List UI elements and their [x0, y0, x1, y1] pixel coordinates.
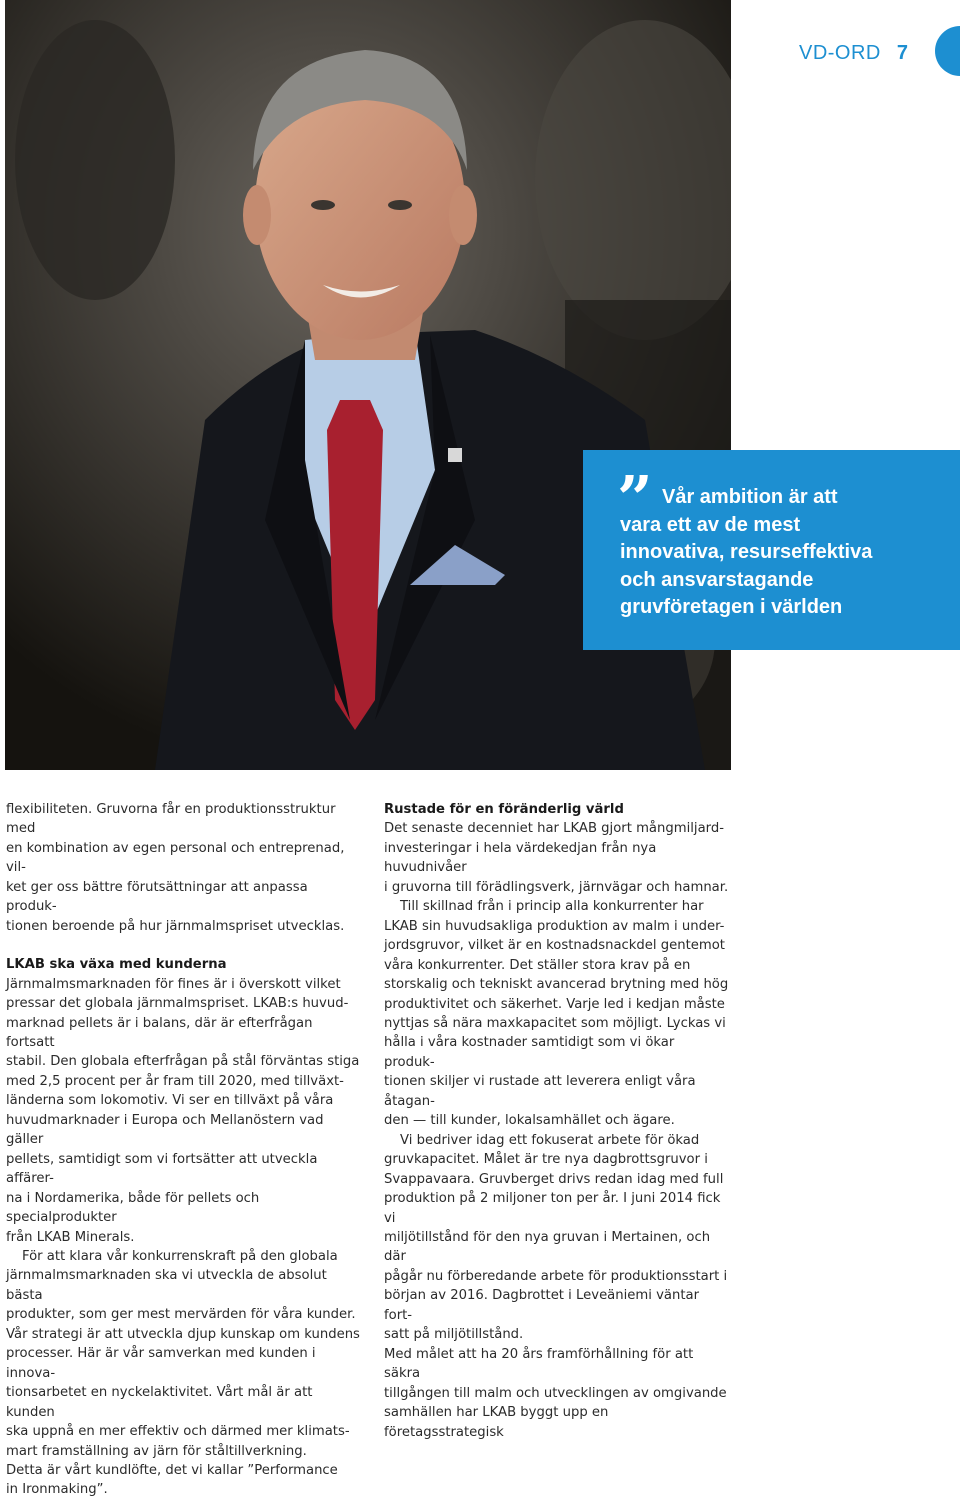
text-line: gruvkapacitet. Målet är tre nya dagbrottsgruvor i [384, 1152, 708, 1168]
section-heading: Rustade för en föränderlig värld [384, 802, 624, 817]
text-line: samhällen har LKAB byggt upp en företagsstrategisk [384, 1405, 609, 1440]
text-line: Järnmalmsmarknaden för fines är i överskott vilket [6, 976, 341, 992]
quote-mark-icon: ” [617, 462, 653, 535]
text-line: tionen beroende på hur järnmalmspriset utvecklas. [6, 918, 345, 934]
quote-line: och ansvarstagande [620, 568, 814, 591]
text-line: investeringar i hela värdekedjan från nya huvudnivåer [384, 840, 657, 876]
body-paragraph [384, 897, 729, 1130]
quote-line: gruvföretagen i världen [620, 596, 843, 619]
quote-line: innovativa, resurseffektiva [620, 541, 873, 564]
section-heading: LKAB ska växa med kunderna [6, 957, 227, 973]
pull-quote [620, 484, 920, 622]
text-line: pågår nu förberedande arbete för produktionsstart i [384, 1268, 728, 1284]
text-line: Det senaste decenniet har LKAB gjort mångmiljard- [384, 821, 724, 837]
text-line: med 2,5 procent per år fram till 2020, med tillväxt- [6, 1073, 344, 1089]
text-line: in Ironmaking”. [6, 1482, 108, 1498]
text-line: Svappavaara. Gruvberget drivs redan idag med full [384, 1171, 724, 1187]
pull-quote-box [583, 450, 960, 650]
body-paragraph [6, 975, 361, 1247]
text-line: tillgången till malm och utvecklingen av omgivande [384, 1385, 727, 1401]
text-line: pellets, samtidigt som vi fortsätter att utveckla affärer- [6, 1151, 318, 1187]
page-number: 7 [896, 41, 908, 64]
text-line: tionsarbetet en nyckelaktivitet. Vårt mål är att kunden [6, 1385, 313, 1420]
text-line: huvudmarknader i Europa och Mellanöstern vad gäller [6, 1112, 324, 1148]
text-line: satt på miljötillstånd. [384, 1327, 524, 1343]
text-line: den — till kunder, lokalsamhället och ägare. [384, 1113, 675, 1129]
text-line: länderna som lokomotiv. Vi ser en tillväxt på våra [6, 1093, 334, 1109]
text-line: tionen skiljer vi rustade att leverera enligt våra åtagan- [384, 1074, 696, 1109]
text-line: järnmalmsmarknaden ska vi utveckla de absolut bästa [6, 1268, 327, 1303]
text-line: processer. Här är vår samverkan med kunden i innova- [6, 1346, 316, 1381]
text-line: Till skillnad från i princip alla konkurrenter har [400, 899, 704, 915]
text-line: ska uppnå en mer effektiv och därmed mer klimats- [6, 1424, 350, 1440]
portrait-illustration [5, 0, 731, 770]
text-line: nyttjas så nära maxkapacitet som möjligt. Lyckas vi [384, 1015, 726, 1031]
text-line: produktion på 2 miljoner ton per år. I juni 2014 fick vi [384, 1191, 721, 1226]
text-line: hålla i våra kostnader samtidigt som vi ökar produk- [384, 1035, 675, 1070]
text-line: miljötillstånd för den nya gruvan i Mertainen, och där [384, 1229, 711, 1265]
text-line: marknad pellets är i balans, där är efterfrågan fortsatt [6, 1015, 313, 1050]
text-line: Med målet att ha 20 års framförhållning för att säkra [384, 1346, 694, 1382]
intro-paragraph [6, 800, 361, 936]
quote-line: vara ett av de mest [620, 513, 801, 536]
text-line: För att klara vår konkurrenskraft på den globala [22, 1248, 338, 1264]
text-line: flexibiliteten. Gruvorna får en produktionsstruktur med [6, 802, 336, 837]
text-line: våra konkurrenter. Det ställer stora krav på en [384, 957, 691, 973]
text-line: Vi bedriver idag ett fokuserat arbete för ökad [400, 1132, 700, 1148]
text-line: ket ger oss bättre förutsättningar att anpassa produk- [6, 879, 308, 915]
text-line: produkter, som ger mest mervärden för våra kunder. [6, 1307, 356, 1323]
text-line: storskalig och tekniskt avancerad brytning med hög [384, 977, 729, 993]
text-line: Detta är vårt kundlöfte, det vi kallar ”Performance [6, 1462, 338, 1478]
text-line: Vår strategi är att utveckla djup kunskap om kundens [6, 1326, 360, 1342]
text-line: produktivitet och säkerhet. Varje led i kedjan måste [384, 996, 725, 1012]
text-line: LKAB sin huvudsakliga produktion av malm i under- [384, 918, 725, 934]
text-line: pressar det globala järnmalmspriset. LKAB:s huvud- [6, 996, 349, 1012]
right-text-column [384, 800, 729, 1442]
body-paragraph [6, 1247, 361, 1500]
text-line: början av 2016. Dagbrottet i Leveäniemi väntar fort- [384, 1288, 700, 1323]
section-label: VD-ORD [798, 41, 881, 64]
text-line: jordsgruvor, vilket är en kostnadsnackdel gentemot [384, 938, 725, 954]
text-line: i gruvorna till förädlingsverk, järnvägar och hamnar. [384, 879, 729, 895]
text-line: en kombination av egen personal och entreprenad, vil- [6, 840, 345, 876]
body-paragraph [384, 1131, 729, 1442]
page-tab-marker [935, 26, 960, 76]
left-text-column [6, 800, 361, 1500]
text-line: stabil. Den globala efterfrågan på stål förväntas stiga [6, 1054, 360, 1070]
body-paragraph [384, 819, 729, 897]
text-line: na i Nordamerika, både för pellets och specialprodukter [6, 1190, 260, 1226]
portrait-photo [5, 0, 731, 770]
quote-line: Vår ambition är att [662, 486, 838, 508]
page-header [799, 38, 908, 68]
text-line: från LKAB Minerals. [6, 1229, 135, 1245]
text-line: mart framställning av järn för ståltillverkning. [6, 1443, 307, 1459]
